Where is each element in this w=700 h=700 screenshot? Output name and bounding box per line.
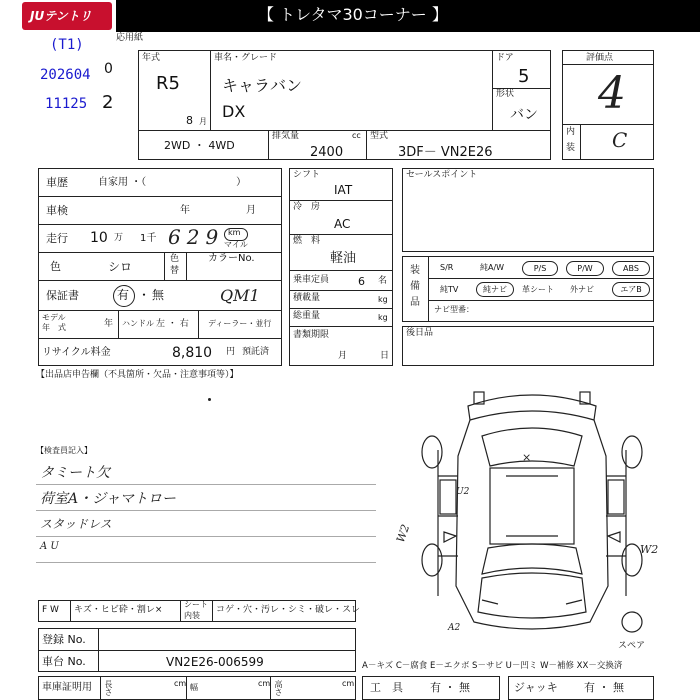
shift-label: シフト — [293, 170, 321, 180]
damage-mark-w2-left: W2 — [393, 522, 413, 545]
vehicle-name: キャラバン — [222, 76, 303, 95]
history-box — [38, 168, 282, 366]
fuel-value: 軽油 — [330, 251, 357, 266]
month-value: 8 — [186, 114, 193, 127]
docs-month: 月 — [338, 351, 348, 361]
inspector-line-4: A U — [40, 541, 59, 552]
jack-label: ジャッキ — [514, 681, 558, 694]
jack-value: 有 ・ 無 — [584, 681, 624, 694]
width-label: 幅 — [190, 683, 198, 692]
interior-label-1: 内 — [566, 127, 576, 137]
dealer-label: ディーラー・並行 — [208, 319, 272, 328]
shaken-label: 車検 — [46, 204, 68, 217]
handle-options: 左 ・ 右 — [156, 319, 189, 329]
month-unit: 月 — [199, 117, 207, 126]
handle-label: ハンドル — [122, 319, 154, 328]
color-value: シロ — [108, 260, 133, 274]
mileage-hand: 629 — [168, 225, 225, 249]
tools-value: 有 ・ 無 — [430, 681, 470, 694]
chassis-value: VN2E26-006599 — [166, 655, 264, 669]
fw-label: F W — [42, 605, 59, 615]
shape-label: 形状 — [496, 89, 515, 99]
recycle-note: 預託済 — [242, 347, 270, 357]
equip-navi: 純ナビ — [476, 282, 514, 297]
km-label: km — [228, 228, 241, 237]
reg-label: 車歴 — [46, 176, 68, 189]
load-unit: kg — [378, 295, 388, 304]
gross-unit: kg — [378, 313, 388, 322]
damage-mark-a2: A2 — [448, 623, 461, 633]
spare-label: スペア — [618, 641, 646, 651]
equip-extnavi: 外ナビ — [570, 285, 594, 294]
equip-sr: S/R — [440, 263, 454, 272]
equip-pw: P/W — [566, 261, 604, 276]
model-year-unit: 年 — [104, 319, 114, 329]
equip-aw: 純A/W — [480, 263, 505, 272]
docs-label: 書類期限 — [293, 330, 330, 340]
height-cm: cm — [342, 679, 355, 688]
interior-label-2: 装 — [566, 143, 576, 153]
load-label: 積載量 — [293, 293, 321, 303]
door-value: 5 — [518, 66, 530, 87]
equip-leather: 革シート — [522, 285, 554, 294]
displacement-unit: cc — [352, 131, 361, 140]
equip-tv: 純TV — [440, 285, 459, 294]
inspector-line-3: スタッドレス — [40, 517, 112, 531]
model-year-label-1: モデル — [42, 313, 66, 322]
shape-value: バン — [510, 107, 538, 123]
name-label: 車名・グレード — [214, 53, 278, 63]
vehicle-grade: DX — [222, 102, 246, 121]
capacity-value: 6 — [358, 275, 365, 288]
inspector-line-1: タミート欠 — [40, 465, 110, 481]
score-value: 4 — [598, 68, 626, 119]
equipment-label-2: 備 — [410, 281, 420, 292]
mile-label: マイル — [224, 240, 248, 249]
displacement-value: 2400 — [310, 145, 344, 160]
equip-ps: P/S — [522, 261, 558, 276]
navi-label: ナビ型番： — [434, 305, 474, 314]
warranty-dot: ・ — [138, 288, 151, 302]
cert-label: 車庫証明用 — [42, 682, 92, 693]
lot-date: 202604 — [40, 67, 91, 83]
mileage-label: 走行 — [46, 232, 68, 245]
color-label: 色 — [50, 260, 61, 273]
fw-items-2: コゲ・穴・汚レ・シミ・破レ・スレ — [216, 605, 361, 615]
damage-mark-u2: U2 — [456, 487, 470, 497]
height-label: 高さ — [274, 680, 283, 696]
header-title: 【 トレタマ30コーナー 】 — [258, 5, 448, 24]
ac-value: AC — [334, 217, 351, 231]
inspector-line-2: 荷室A・ジャマトロー — [40, 491, 176, 507]
width-cm: cm — [258, 679, 271, 688]
recycle-label: リサイクル料金 — [42, 347, 111, 358]
gross-label: 総重量 — [293, 311, 321, 321]
equip-airbag: エアB — [612, 282, 650, 297]
model-year-label-2: 年 式 — [42, 323, 66, 332]
mileage-sen-label: 1千 — [140, 233, 157, 244]
color-no-label: カラーNo. — [208, 253, 255, 264]
door-label: ドア — [496, 53, 514, 63]
capacity-label: 乗車定員 — [293, 275, 330, 285]
year-value: R5 — [156, 73, 180, 94]
capacity-unit: 名 — [378, 276, 388, 286]
car-diagram — [398, 386, 666, 642]
equipment-label-1: 装 — [410, 265, 420, 276]
length-label: 長さ — [104, 680, 113, 696]
color-change-1: 色 — [170, 254, 180, 264]
model-label: 型式 — [370, 131, 389, 141]
score-label: 評価点 — [586, 53, 614, 63]
drive-options: 2WD ・ 4WD — [164, 139, 235, 152]
fuel-label: 燃 料 — [293, 236, 321, 246]
displacement-label: 排気量 — [272, 131, 300, 141]
sales-label: セールスポイント — [406, 170, 478, 180]
docs-day: 日 — [380, 351, 390, 361]
logo — [22, 2, 112, 30]
model-value: 3DF－ VN2E26 — [398, 145, 493, 160]
lot-partial-b: 2 — [102, 92, 114, 113]
warranty-no: 無 — [152, 288, 165, 302]
reg-no-label: 登録 No. — [42, 633, 86, 646]
recycle-value: 8,810 — [172, 345, 213, 361]
interior-value: C — [612, 128, 628, 152]
shift-value: IAT — [334, 183, 353, 197]
recycle-unit: 円 — [226, 347, 236, 357]
damage-mark-w2-right: W2 — [640, 543, 659, 556]
later-box — [402, 326, 654, 366]
warranty-hand: QM1 — [220, 286, 260, 305]
lot-number: 11125 — [45, 96, 88, 112]
warranty-label: 保証書 — [46, 289, 79, 302]
fw-items: キズ・ヒビ砕・割レ× — [74, 605, 163, 615]
length-cm: cm — [174, 679, 187, 688]
equip-abs: ABS — [612, 261, 650, 276]
shaken-month: 月 — [246, 205, 256, 216]
later-label: 後日品 — [406, 328, 434, 338]
damage-mark-x: × — [522, 451, 532, 464]
logo-text: JUテントリ — [30, 9, 92, 23]
shaken-year: 年 — [180, 205, 190, 216]
seller-notes-label: 【出品店申告欄（不具箇所・欠品・注意事項等）】 — [36, 370, 239, 380]
color-change-2: 替 — [170, 266, 180, 276]
seller-notes-dot — [208, 398, 211, 401]
ac-label: 冷 房 — [293, 202, 321, 212]
lot-code: (T1) — [50, 37, 84, 53]
sales-box — [402, 168, 654, 252]
tools-label: 工 具 — [370, 681, 403, 694]
fw-sheet-1: シート — [184, 600, 208, 609]
lot-partial-a: 0 — [104, 61, 113, 77]
damage-legend: A－キズ C－腐食 E－エクボ S－サビ U－凹ミ W－補修 XX－交換済 — [362, 661, 623, 671]
warranty-yes: 有 — [117, 288, 130, 302]
reg-value: 自家用 ・（ ） — [98, 177, 247, 188]
doc-label: 応用紙 — [116, 33, 144, 43]
inspector-label: 【検査員記入】 — [36, 446, 92, 455]
mileage-man: 10 — [90, 230, 108, 246]
man-unit: 万 — [114, 233, 124, 243]
fw-sheet-2: 内装 — [184, 611, 200, 620]
year-label: 年式 — [142, 53, 161, 63]
chassis-label: 車台 No. — [42, 655, 86, 668]
equipment-label-3: 品 — [410, 297, 420, 308]
